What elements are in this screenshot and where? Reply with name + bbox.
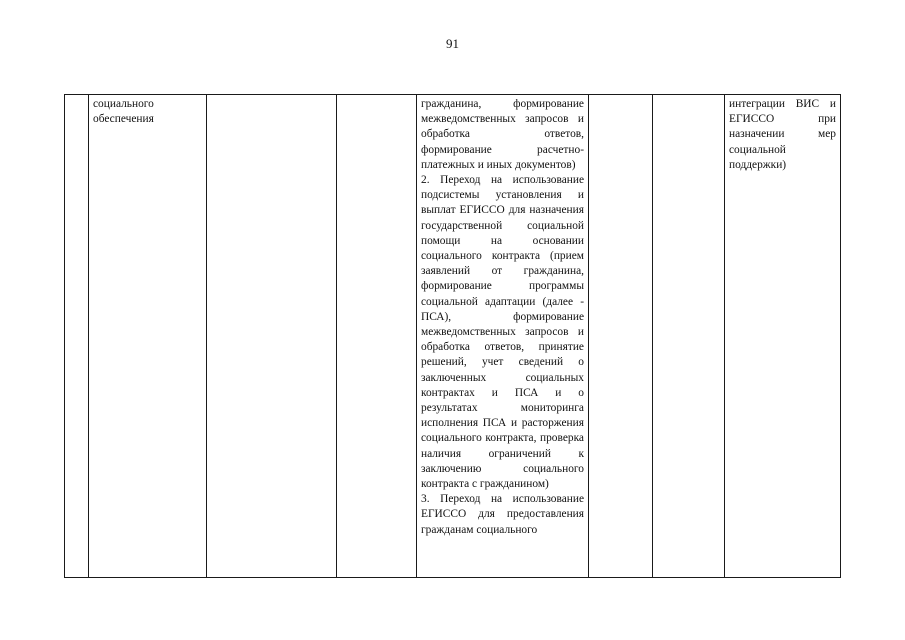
- measure-paragraph-1: гражданина, формирование межведомственных запросов и обработка ответов, формирование расчетно-платежных и иных документов): [421, 98, 584, 171]
- table-row: [65, 95, 841, 578]
- measure-paragraph-3: 3. Переход на использование ЕГИССО для предоставления гражданам социального: [421, 493, 584, 536]
- area-cell: социального обеспечения: [89, 95, 207, 578]
- empty-cell-7: [653, 95, 725, 578]
- measures-description-cell: [417, 95, 589, 578]
- measures-table: [64, 94, 841, 578]
- empty-cell-4: [337, 95, 417, 578]
- measure-paragraph-2: 2. Переход на использование подсистемы установления и выплат ЕГИССО для назначения государственной социальной помощи на основании социального контракта (прием заявлений от гражданина, формирование программы социальной адаптации (далее - ПСА), формирование межведомственных запросов и обработка ответов, принятие решений, учет сведений о заключенных социальных контрактах и ПСА и о результатах мониторинга исполнения ПСА и расторжения социального контракта, проверка наличия ограничений к заключению социального контракта с гражданином): [421, 174, 584, 491]
- empty-cell-3: [207, 95, 337, 578]
- page-number: 91: [446, 36, 459, 51]
- empty-cell-6: [589, 95, 653, 578]
- number-cell: [65, 95, 89, 578]
- result-cell: интеграции ВИС и ЕГИССО при назначении мер социальной поддержки): [725, 95, 841, 578]
